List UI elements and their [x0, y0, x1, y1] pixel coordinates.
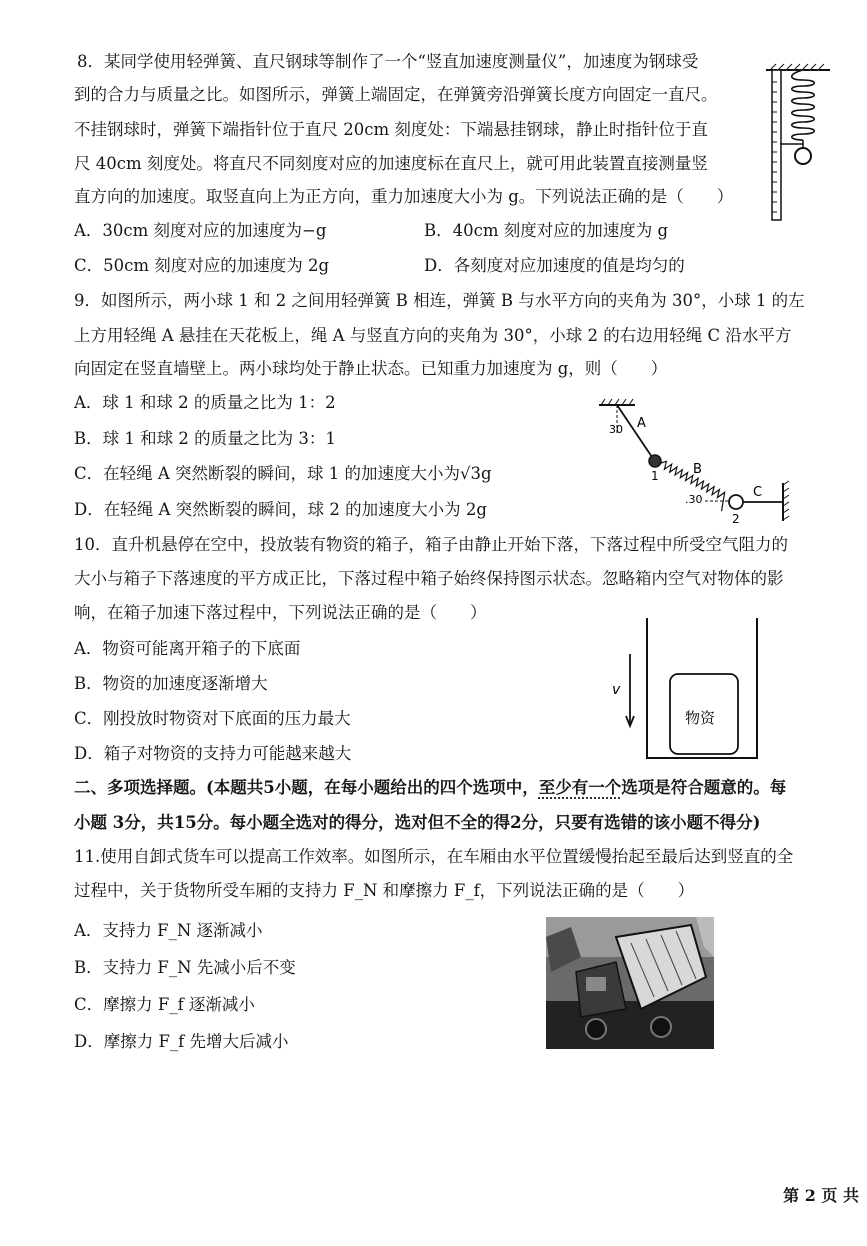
q10-option-c: C．刚投放时物资对下底面的压力最大	[74, 709, 351, 728]
spring-coil	[792, 70, 815, 140]
label-angle-top: 30	[609, 423, 623, 436]
label-ball-2: 2	[732, 512, 740, 526]
ball-2	[729, 495, 743, 509]
label-b: B	[693, 462, 702, 477]
q11-stem-line-2: 过程中，关于货物所受车厢的支持力 F_N 和摩擦力 F_f，下列说法正确的是（ ）	[74, 881, 695, 900]
q8-stem-line-5: 直方向的加速度。取竖直向上为正方向，重力加速度大小为 g。下列说法正确的是（ ）	[74, 187, 734, 206]
q10-stem-line-3: 响，在箱子加速下落过程中，下列说法正确的是（ ）	[74, 603, 487, 622]
q10-option-d: D．箱子对物资的支持力可能越来越大	[74, 744, 352, 763]
velocity-label: v	[612, 682, 621, 698]
q9-stem-line-2: 上方用轻绳 A 悬挂在天花板上，绳 A 与竖直方向的夹角为 30°，小球 2 的右边用轻绳 C 沿水平方	[74, 326, 792, 345]
q8-option-a: A．30cm 刻度对应的加速度为−g	[74, 221, 327, 240]
q9-stem-line-3: 向固定在竖直墙壁上。两小球均处于静止状态。已知重力加速度为 g，则（ ）	[74, 359, 668, 378]
truck-wheel-front	[586, 1019, 606, 1039]
page-footer: 第 2 页 共	[783, 1186, 859, 1205]
q8-option-c: C．50cm 刻度对应的加速度为 2g	[74, 256, 330, 275]
truck-wheel-rear	[651, 1017, 671, 1037]
q11-dump-truck-photo	[546, 917, 714, 1049]
q9-stem-line-1: 9．如图所示，两小球 1 和 2 之间用轻弹簧 B 相连，弹簧 B 与水平方向的夹角为 30°，小球 1 的左	[74, 291, 805, 310]
label-a: A	[637, 416, 646, 431]
q8-stem-line-1: 8．某同学使用轻弹簧、直尺钢球等制作了一个“竖直加速度测量仪”，加速度为钢球受	[77, 52, 699, 71]
q11-option-b: B．支持力 F_N 先减小后不变	[74, 958, 296, 977]
q10-option-b: B．物资的加速度逐渐增大	[74, 674, 268, 693]
q9-option-d: D．在轻绳 A 突然断裂的瞬间，球 2 的加速度大小为 2g	[74, 500, 487, 519]
q9-option-b: B．球 1 和球 2 的质量之比为 3：1	[74, 429, 336, 448]
q10-stem-line-2: 大小与箱子下落速度的平方成正比，下落过程中箱子始终保持图示状态。忽略箱内空气对物体的影	[74, 569, 784, 588]
q8-stem-line-3: 不挂钢球时，弹簧下端指针位于直尺 20cm 刻度处：下端悬挂钢球，静止时指针位于直	[74, 120, 708, 139]
q8-stem-line-4: 尺 40cm 刻度处。将直尺不同刻度对应的加速度标在直尺上，就可用此装置直接测量竖	[74, 154, 708, 173]
q10-stem-line-1: 10．直升机悬停在空中，投放装有物资的箱子，箱子由静止开始下落，下落过程中所受空气阻力的	[74, 535, 788, 554]
section-2-header-line-2: 小题 3分，共15分。每小题全选对的得分，选对但不全的得2分，只要有选错的该小题不得分)	[74, 813, 761, 832]
section-2-header-post: 选项是符合题意的。每	[621, 778, 787, 797]
q9-option-a: A．球 1 和球 2 的质量之比为 1：2	[74, 393, 336, 412]
q9-balls-figure	[595, 395, 800, 530]
q11-option-d: D．摩擦力 F_f 先增大后减小	[74, 1032, 289, 1051]
q10-option-a: A．物资可能离开箱子的下底面	[74, 639, 301, 658]
q11-stem-line-1: 11.使用自卸式货车可以提高工作效率。如图所示，在车厢由水平位置缓慢抬起至最后达到竖直的全	[74, 847, 794, 866]
label-c: C	[753, 485, 763, 500]
q8-stem-line-2: 到的合力与质量之比。如图所示，弹簧上端固定，在弹簧旁沿弹簧长度方向固定一直尺。	[74, 85, 718, 104]
q9-option-c: C．在轻绳 A 突然断裂的瞬间，球 1 的加速度大小为√3g	[74, 464, 492, 483]
q8-option-d: D．各刻度对应加速度的值是均匀的	[424, 256, 685, 275]
section-2-emphasis: 至少有一个	[538, 778, 622, 797]
q8-spring-ruler-figure	[758, 62, 838, 224]
q10-box-figure	[605, 612, 765, 762]
label-ball-1: 1	[651, 469, 659, 483]
cargo-label: 物资	[685, 709, 716, 727]
label-angle-bottom: .30	[685, 493, 703, 506]
steel-ball	[795, 148, 811, 164]
section-2-header-pre: 二、多项选择题。(本题共5小题，在每小题给出的四个选项中，	[74, 778, 539, 797]
q11-option-c: C．摩擦力 F_f 逐渐减小	[74, 995, 255, 1014]
section-2-header-line-1	[74, 778, 786, 798]
ball-1	[649, 455, 661, 467]
q8-option-b: B．40cm 刻度对应的加速度为 g	[424, 221, 669, 240]
q11-option-a: A．支持力 F_N 逐渐减小	[74, 921, 263, 940]
